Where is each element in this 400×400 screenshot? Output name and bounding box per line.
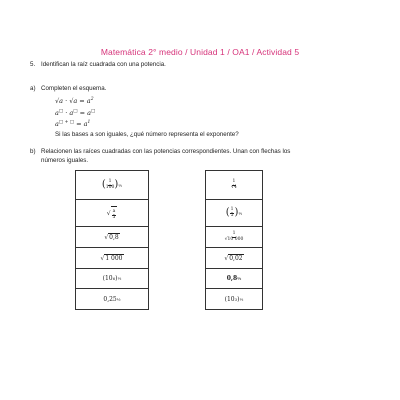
exponent-question: Si las bases a son iguales, ¿qué número representa el exponente? bbox=[55, 131, 239, 138]
left-cell-5: (10 6 ) ½ bbox=[76, 269, 148, 289]
part-a-instruction: Completen el esquema. bbox=[41, 85, 107, 92]
question-text: Identifican la raíz cuadrada con una potencia. bbox=[41, 61, 166, 68]
page-title: Matemática 2° medio / Unidad 1 / OA1 / Actividad 5 bbox=[100, 47, 300, 57]
part-b-instruction-line-2: números iguales. bbox=[41, 157, 89, 164]
right-cell-1: $\frac{1}{√4}$ bbox=[206, 171, 262, 200]
left-cell-3: √ 0,8 bbox=[76, 227, 148, 248]
question-number: 5. bbox=[30, 61, 36, 68]
part-a-label: a) bbox=[30, 85, 36, 92]
right-cell-5: 0,8 ½ bbox=[206, 269, 262, 289]
left-cell-1: ( $\frac{1}{100}$ ) ½ bbox=[76, 171, 148, 200]
part-b-instruction-line-1: Relacionen las raíces cuadradas con las potencias correspondientes. Unan con flechas los bbox=[41, 148, 291, 155]
right-cell-4: √ 0,02 bbox=[206, 248, 262, 269]
right-cell-2: ( $\frac{1}{5}$ ) ½ bbox=[206, 200, 262, 227]
part-b-label: b) bbox=[30, 148, 36, 155]
left-cell-4: √ 1 000 bbox=[76, 248, 148, 269]
schema-line-3: $a^{□ + □} = a^1$ bbox=[55, 120, 91, 129]
left-cell-6: 0,25 ½ bbox=[103, 295, 121, 303]
schema-line-2: a□ · a□ = a□ bbox=[55, 109, 96, 118]
right-cell-6: (10 3 ) ½ bbox=[224, 295, 244, 303]
left-table bbox=[75, 170, 149, 310]
right-table bbox=[205, 170, 263, 310]
schema-line-1: $√a \cdot √a = a^2$ bbox=[55, 97, 94, 106]
left-cell-2: √ $\frac{a}{5}$ bbox=[76, 200, 148, 227]
right-cell-3: $\frac{1}{√10 000}$ bbox=[206, 227, 262, 248]
